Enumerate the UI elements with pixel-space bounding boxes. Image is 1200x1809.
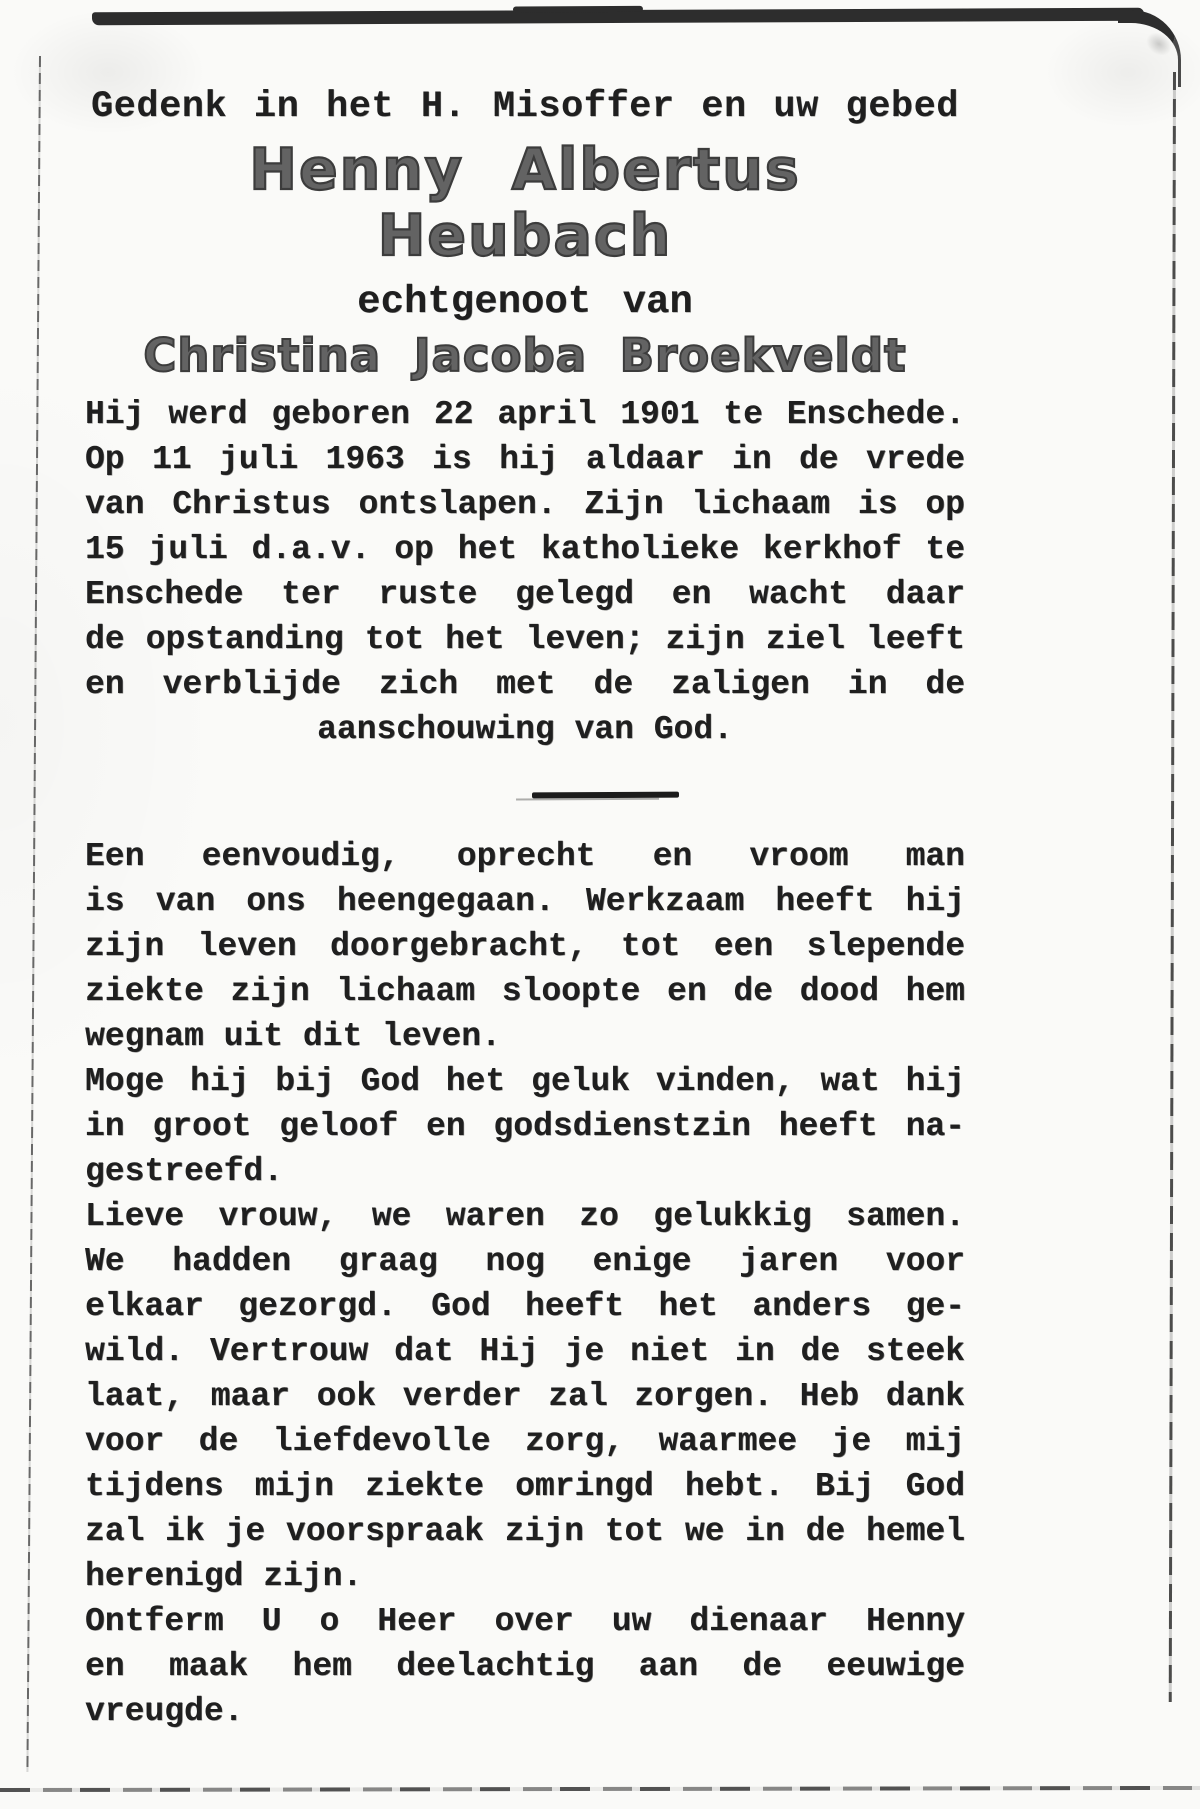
text-line: elkaar gezorgd. God heeft het anders ge- [85, 1288, 965, 1325]
tribute-paragraph [85, 834, 965, 1734]
text-line: en maak hem deelachtig aan de eeuwige [85, 1648, 965, 1685]
text-line: aanschouwing van God. [317, 711, 733, 748]
card-top-edge [92, 8, 1144, 26]
text-line: vreugde. [85, 1693, 244, 1730]
text-line: van Christus ontslapen. Zijn lichaam is op [85, 486, 965, 523]
text-line: gestreefd. [85, 1153, 284, 1190]
spouse-name: Christina Jacoba Broekveldt [143, 329, 907, 382]
text-line: herenigd zijn. [85, 1558, 363, 1595]
intro-line: Gedenk in het H. Misoffer en uw gebed [90, 86, 960, 128]
card-top-right-corner [1118, 10, 1181, 87]
text-line: Op 11 juli 1963 is hij aldaar in de vrede [85, 441, 965, 478]
text-line: Enschede ter ruste gelegd en wacht daar [85, 576, 965, 613]
text-line: en verblijde zich met de zaligen in de [85, 666, 965, 703]
card-right-edge [1169, 72, 1176, 1702]
text-line: in groot geloof en godsdienstzin heeft na- [85, 1108, 965, 1145]
text-line: Lieve vrouw, we waren zo gelukkig samen. [85, 1198, 965, 1235]
card-bottom-edge [0, 1786, 1200, 1792]
text-line: de opstanding tot het leven; zijn ziel leeft [85, 621, 965, 658]
text-line: tijdens mijn ziekte omringd hebt. Bij God [85, 1468, 965, 1505]
card-left-edge [26, 56, 41, 1772]
deceased-name: Henny Albertus Heubach [249, 137, 801, 269]
text-line: Hij werd geboren 22 april 1901 te Enschede. [85, 396, 965, 433]
text-line: Een eenvoudig, oprecht en vroom man [85, 838, 965, 875]
text-line: We hadden graag nog enige jaren voor [85, 1243, 965, 1280]
card-content [85, 84, 965, 1734]
text-line: wegnam uit dit leven. [85, 1018, 501, 1055]
text-line: voor de liefdevolle zorg, waarmee je mij [85, 1423, 965, 1460]
text-line: zijn leven doorgebracht, tot een slepende [85, 928, 965, 965]
text-line: Moge hij bij God het geluk vinden, wat hij [85, 1063, 965, 1100]
text-line: laat, maar ook verder zal zorgen. Heb dank [85, 1378, 965, 1415]
relation-line: echtgenoot van [357, 280, 693, 324]
text-line: 15 juli d.a.v. op het katholieke kerkhof te [85, 531, 965, 568]
text-line: zal ik je voorspraak zijn tot we in de hemel [85, 1513, 965, 1550]
biography-paragraph [85, 392, 965, 752]
text-line: wild. Vertrouw dat Hij je niet in de steek [85, 1333, 965, 1370]
section-divider [532, 792, 679, 799]
text-line: ziekte zijn lichaam sloopte en de dood hem [85, 973, 965, 1010]
text-line: Ontferm U o Heer over uw dienaar Henny [85, 1603, 965, 1640]
text-line: is van ons heengegaan. Werkzaam heeft hij [85, 883, 965, 920]
